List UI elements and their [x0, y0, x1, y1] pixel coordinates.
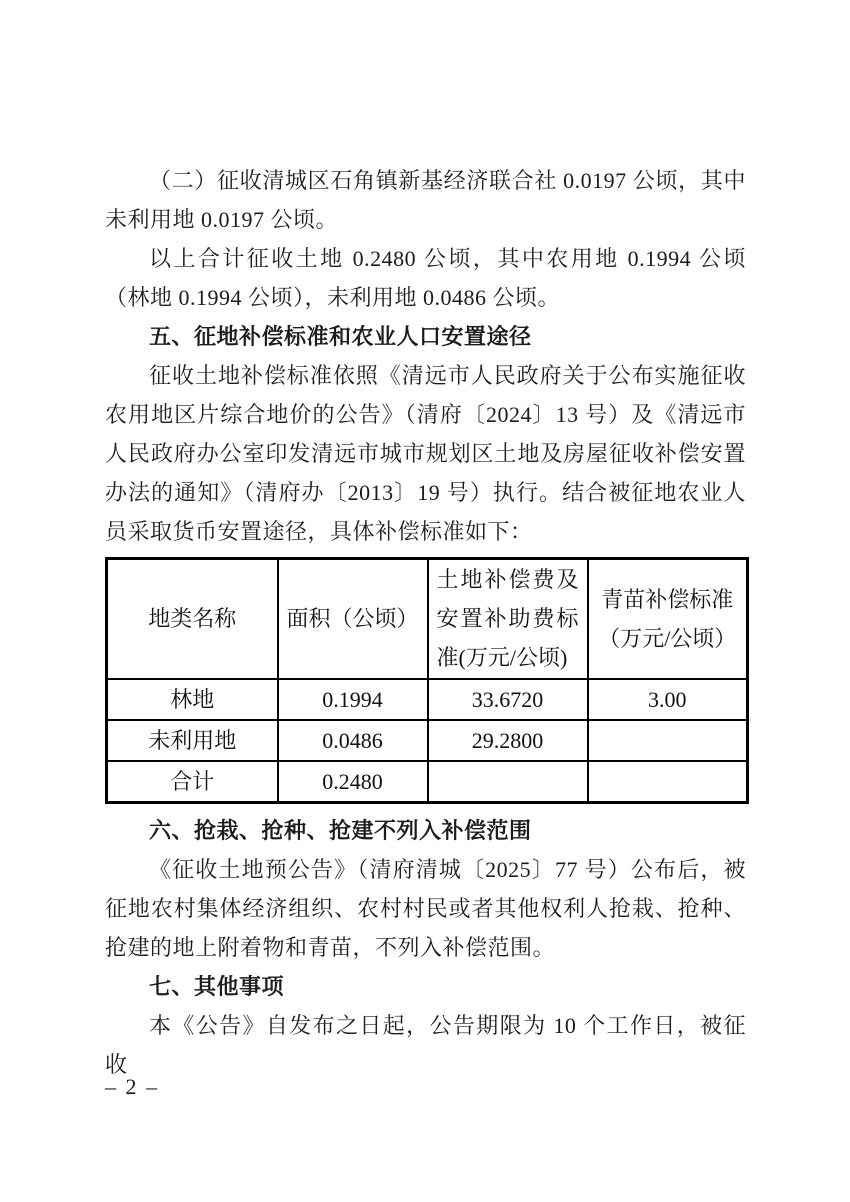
paragraph-land-total: 以上合计征收土地 0.2480 公顷，其中农用地 0.1994 公顷（林地 0.1994 公顷），未利用地 0.0486 公顷。	[105, 246, 746, 310]
table-cell: 33.6720	[428, 679, 588, 720]
table-cell: 林地	[107, 679, 278, 720]
table-cell	[588, 761, 748, 803]
table-row-forest	[107, 679, 748, 720]
table-cell	[588, 720, 748, 761]
table-cell: 0.1994	[278, 679, 428, 720]
table-row-total	[107, 761, 748, 803]
section-heading-7: 七、其他事项	[149, 973, 285, 999]
paragraph-no-compensation-scope: 《征收土地预公告》（清府清城〔2025〕77 号）公布后，被征地农村集体经济组织、农村村民或者其他权利人抢栽、抢种、抢建的地上附着物和青苗，不列入补偿范围。	[105, 856, 746, 960]
table-header-row	[107, 559, 748, 679]
table-header-seedling-compensation: 青苗补偿标准（万元/公顷）	[588, 559, 748, 679]
table-cell: 3.00	[588, 679, 748, 720]
section-heading-6: 六、抢栽、抢种、抢建不列入补偿范围	[149, 817, 532, 843]
page-number: – 2 –	[105, 1074, 159, 1099]
table-header-area: 面积（公顷）	[278, 559, 428, 679]
table-cell: 29.2800	[428, 720, 588, 761]
paragraph-compensation-standard: 征收土地补偿标准依照《清远市人民政府关于公布实施征收农用地区片综合地价的公告》（清府〔2024〕13 号）及《清远市人民政府办公室印发清远市城市规划区土地及房屋征收补偿安置办法的通知》（清府办〔2013〕19 号）执行。结合被征地农业人员采取货币安置途径，具体补偿标准如下：	[105, 363, 746, 544]
paragraph-other-matters: 本《公告》自发布之日起，公告期限为 10 个工作日，被征收	[105, 1012, 746, 1077]
section-heading-5: 五、征地补偿标准和农业人口安置途径	[149, 324, 532, 349]
table-cell: 未利用地	[107, 720, 278, 761]
compensation-table	[105, 557, 749, 804]
table-header-land-compensation: 土地补偿费及安置补助费标准(万元/公顷)	[428, 559, 588, 679]
table-row-unused-land	[107, 720, 748, 761]
table-cell: 0.0486	[278, 720, 428, 761]
table-header-land-type: 地类名称	[107, 559, 278, 679]
paragraph-item-2: （二）征收清城区石角镇新基经济联合社 0.0197 公顷，其中未利用地 0.0197 公顷。	[105, 168, 746, 232]
table-cell: 合计	[107, 761, 278, 803]
document-body	[105, 161, 746, 1084]
table-cell: 0.2480	[278, 761, 428, 803]
table-cell	[428, 761, 588, 803]
